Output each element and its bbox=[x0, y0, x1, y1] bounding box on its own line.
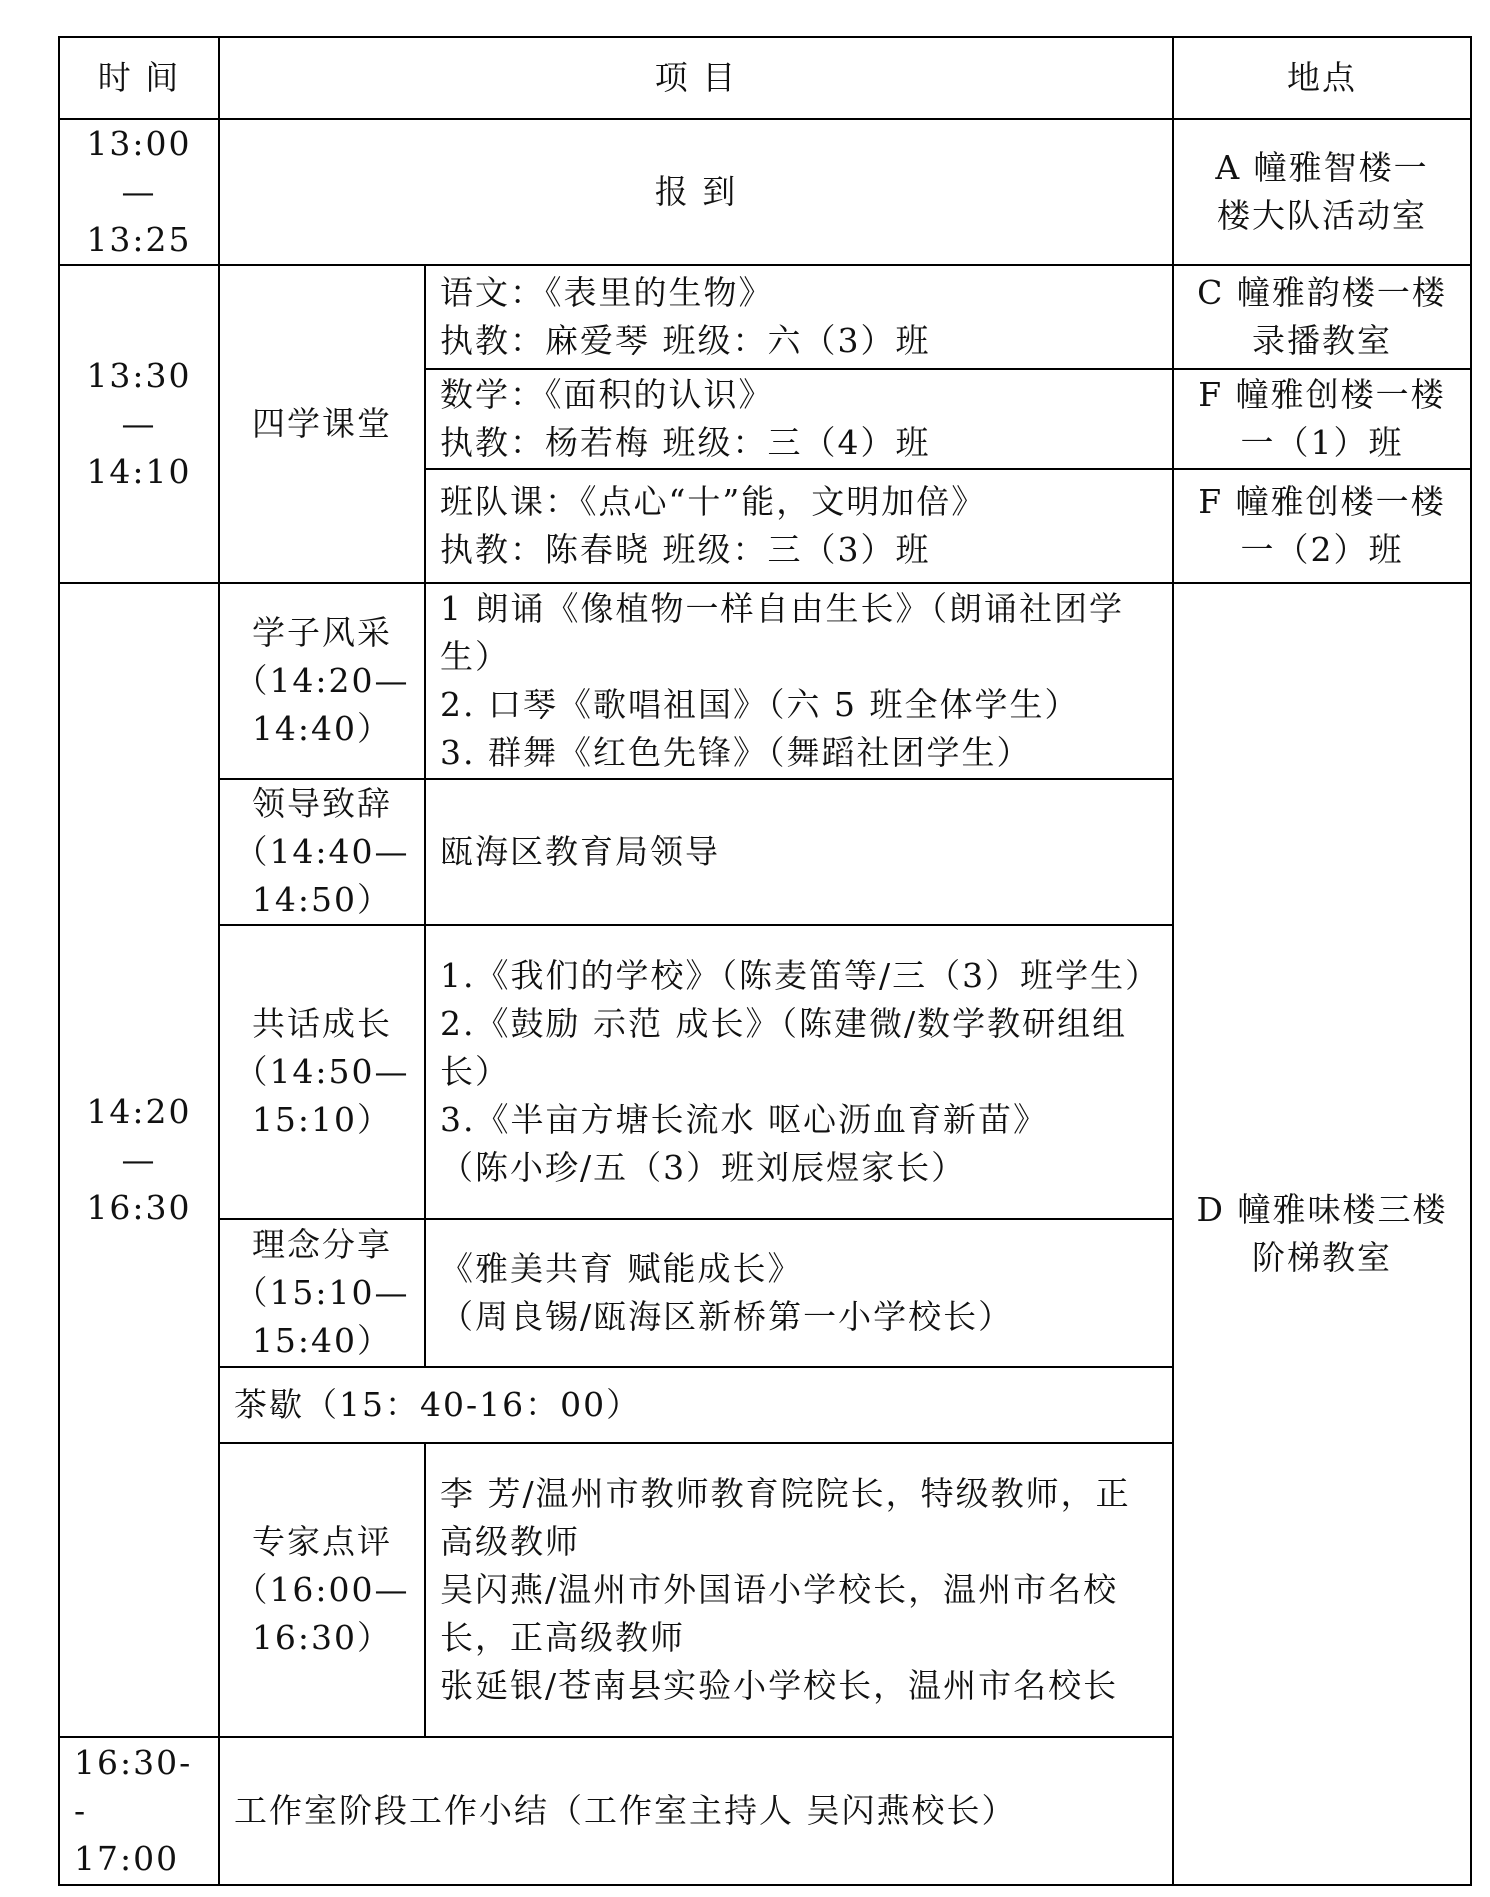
classroom-label: 四学课堂 bbox=[219, 265, 425, 583]
header-row bbox=[59, 37, 1471, 119]
forum-time: 14:20 — 16:30 bbox=[59, 583, 219, 1737]
section-label: 理念分享 （15:10— 15:40） bbox=[219, 1219, 425, 1367]
section-label: 学子风采 （14:20— 14:40） bbox=[219, 583, 425, 779]
section-label: 专家点评 （16:00— 16:30） bbox=[219, 1443, 425, 1737]
section-content: 李 芳/温州市教师教育院院长，特级教师，正高级教师 吴闪燕/温州市外国语小学校长，温州市名校长，正高级教师 张延银/苍南县实验小学校长，温州市名校长 bbox=[425, 1443, 1173, 1737]
forum-place: D 幢雅味楼三楼 阶梯教室 bbox=[1173, 583, 1471, 1885]
checkin-time: 13:00 — 13:25 bbox=[59, 119, 219, 265]
lesson-place: F 幢雅创楼一楼 一（1）班 bbox=[1173, 369, 1471, 469]
summary-time: 16:30- - 17:00 bbox=[59, 1737, 219, 1885]
section-content: 1 朗诵《像植物一样自由生长》（朗诵社团学生） 2. 口琴《歌唱祖国》（六 5 班全体学生） 3. 群舞《红色先锋》（舞蹈社团学生） bbox=[425, 583, 1173, 779]
lesson-cell: 语文：《表里的生物》 执教：麻爱琴 班级：六（3）班 bbox=[425, 265, 1173, 369]
section-content: 《雅美共育 赋能成长》 （周良锡/瓯海区新桥第一小学校长） bbox=[425, 1219, 1173, 1367]
header-item: 项 目 bbox=[219, 37, 1173, 119]
section-label: 领导致辞 （14:40— 14:50） bbox=[219, 779, 425, 925]
checkin-place: A 幢雅智楼一 楼大队活动室 bbox=[1173, 119, 1471, 265]
lesson-cell: 数学：《面积的认识》 执教：杨若梅 班级：三（4）班 bbox=[425, 369, 1173, 469]
checkin-item: 报 到 bbox=[219, 119, 1173, 265]
section-content: 1.《我们的学校》（陈麦笛等/三（3）班学生） 2.《鼓励 示范 成长》（陈建微/数学教研组组长） 3.《半亩方塘长流水 呕心沥血育新苗》 （陈小珍/五（3）班刘辰煜家长） bbox=[425, 925, 1173, 1219]
header-place: 地点 bbox=[1173, 37, 1471, 119]
row-checkin bbox=[59, 119, 1471, 265]
lesson-cell: 班队课：《点心“十”能，文明加倍》 执教：陈春晓 班级：三（3）班 bbox=[425, 469, 1173, 583]
row-forum-section bbox=[59, 583, 1471, 779]
tea-break: 茶歇（15：40-16：00） bbox=[219, 1367, 1173, 1443]
classroom-time: 13:30 — 14:10 bbox=[59, 265, 219, 583]
schedule-table bbox=[58, 36, 1472, 1886]
summary-item: 工作室阶段工作小结（工作室主持人 吴闪燕校长） bbox=[219, 1737, 1173, 1885]
lesson-place: F 幢雅创楼一楼 一（2）班 bbox=[1173, 469, 1471, 583]
lesson-place: C 幢雅韵楼一楼 录播教室 bbox=[1173, 265, 1471, 369]
section-content: 瓯海区教育局领导 bbox=[425, 779, 1173, 925]
row-lesson bbox=[59, 265, 1471, 369]
header-time: 时 间 bbox=[59, 37, 219, 119]
section-label: 共话成长 （14:50— 15:10） bbox=[219, 925, 425, 1219]
